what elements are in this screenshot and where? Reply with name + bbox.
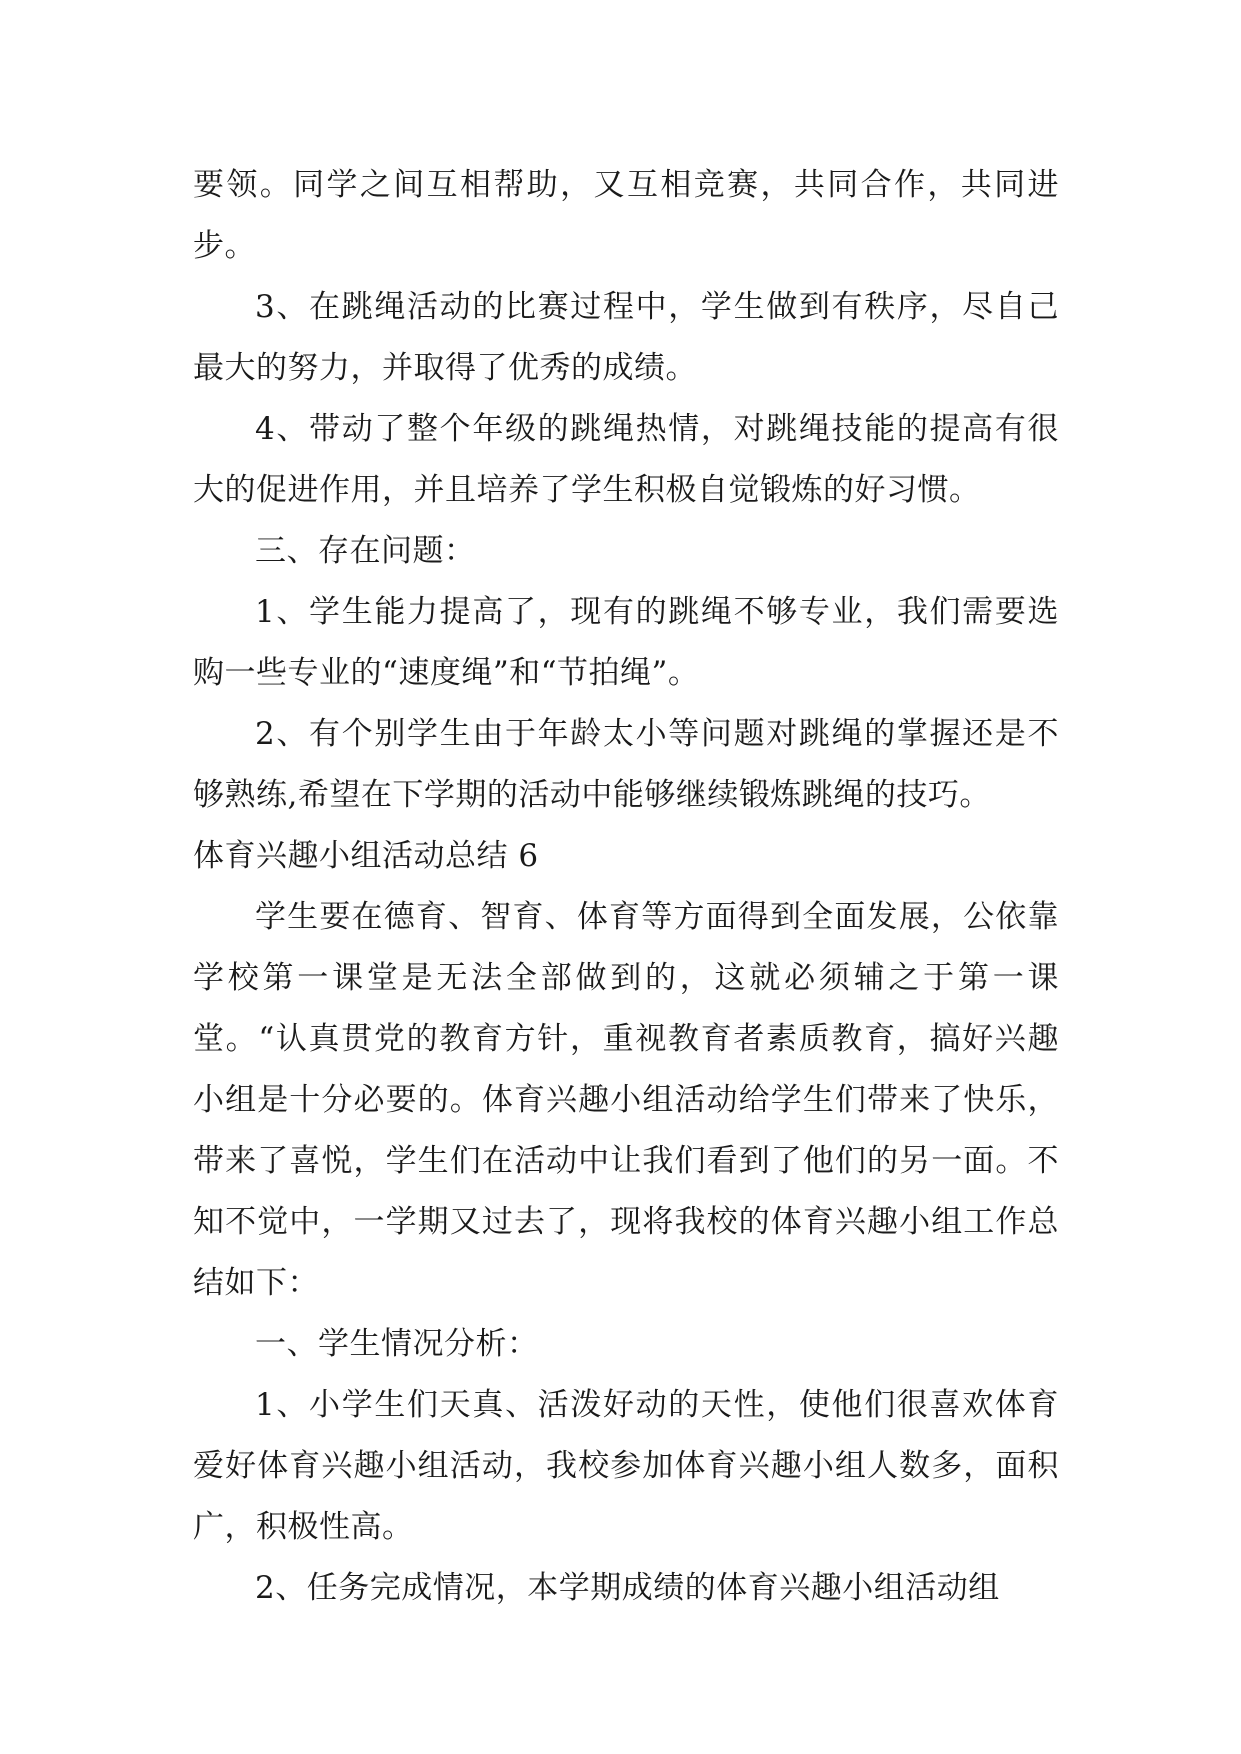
- document-title: 体育兴趣小组活动总结 6: [193, 838, 539, 874]
- paragraph: 1、学生能力提高了，现有的跳绳不够专业，我们需要选购一些专业的“速度绳”和“节拍绳”。: [193, 594, 1059, 691]
- document-body: [193, 155, 1059, 1619]
- paragraph: 要领。同学之间互相帮助，又互相竞赛，共同合作，共同进步。: [193, 167, 1059, 264]
- section-heading: 一、学生情况分析：: [255, 1326, 539, 1362]
- paragraph: 2、任务完成情况，本学期成绩的体育兴趣小组活动组: [255, 1570, 1000, 1606]
- paragraph: 4、带动了整个年级的跳绳热情，对跳绳技能的提高有很大的促进作用，并且培养了学生积极自觉锻炼的好习惯。: [193, 411, 1059, 508]
- paragraph: 学生要在德育、智育、体育等方面得到全面发展，公依靠学校第一课堂是无法全部做到的，这就必须辅之于第一课堂。“认真贯党的教育方针，重视教育者素质教育，搞好兴趣小组是十分必要的。体育兴趣小组活动给学生们带来了快乐，带来了喜悦，学生们在活动中让我们看到了他们的另一面。不知不觉中，一学期又过去了，现将我校的体育兴趣小组工作总结如下：: [193, 899, 1059, 1301]
- paragraph: 3、在跳绳活动的比赛过程中，学生做到有秩序，尽自己最大的努力，并取得了优秀的成绩。: [193, 289, 1059, 386]
- section-heading: 三、存在问题：: [255, 533, 476, 569]
- paragraph: 1、小学生们天真、活泼好动的天性，使他们很喜欢体育爱好体育兴趣小组活动，我校参加体育兴趣小组人数多，面积广，积极性高。: [193, 1387, 1059, 1545]
- paragraph: 2、有个别学生由于年龄太小等问题对跳绳的掌握还是不够熟练,希望在下学期的活动中能够继续锻炼跳绳的技巧。: [193, 716, 1059, 813]
